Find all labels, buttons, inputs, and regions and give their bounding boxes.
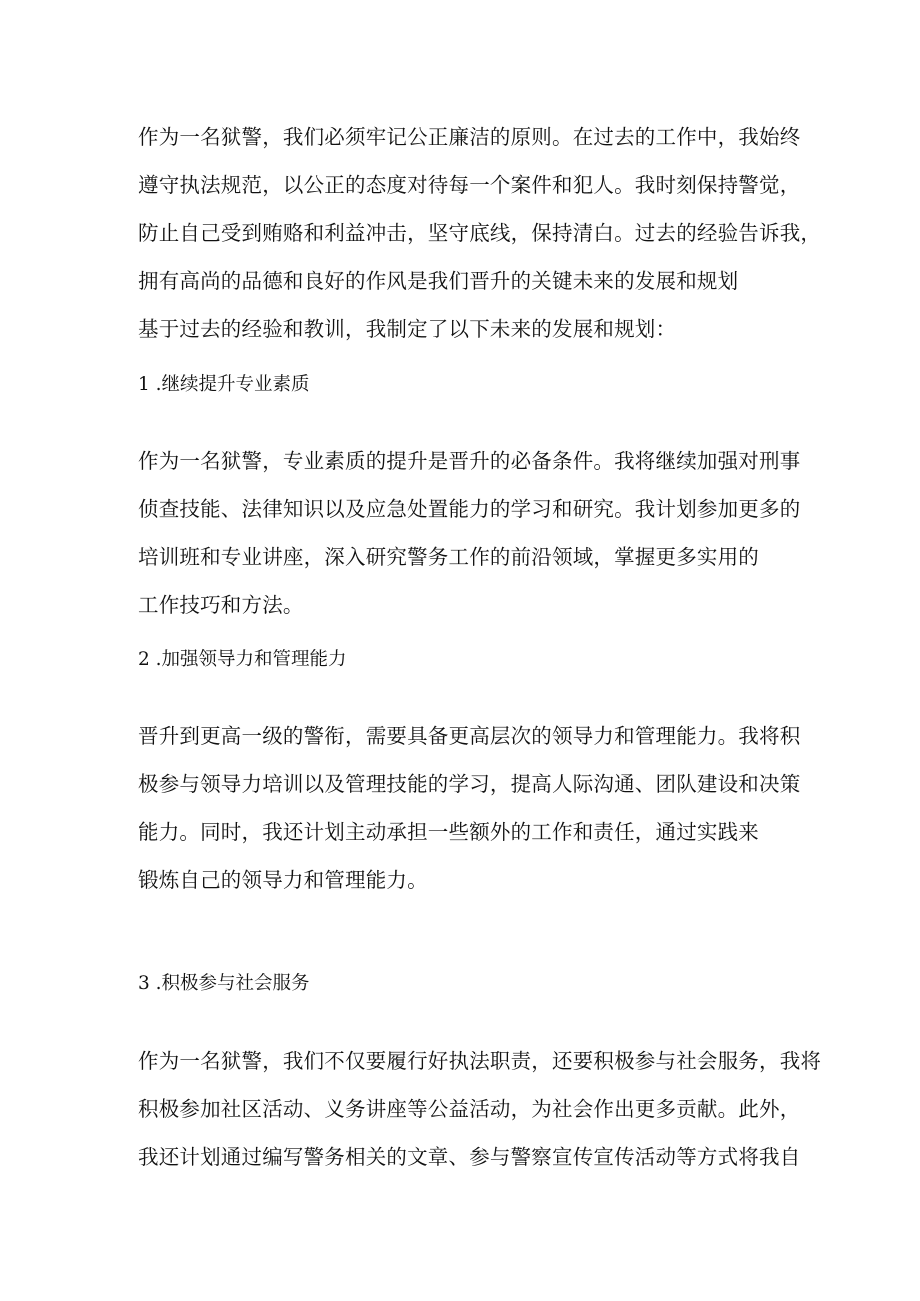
section-3-line-3: 我还计划通过编写警务相关的文章、参与警察宣传宣传活动等方式将我自 — [138, 1145, 801, 1169]
section-2-line-1: 晋升到更高一级的警衔，需要具备更高层次的领导力和管理能力。我将积 — [138, 724, 801, 748]
intro-line-4: 拥有高尚的品德和良好的作风是我们晋升的关键未来的发展和规划 — [138, 269, 739, 293]
section-2-heading: 2 .加强领导力和管理能力 — [138, 649, 347, 670]
section-1-line-3: 培训班和专业讲座，深入研究警务工作的前沿领域，掌握更多实用的 — [138, 545, 759, 569]
section-2-line-4: 锻炼自己的领导力和管理能力。 — [138, 868, 428, 892]
section-2-line-3: 能力。同时，我还计划主动承担一些额外的工作和责任，通过实践来 — [138, 820, 759, 844]
section-2-line-2: 极参与领导力培训以及管理技能的学习，提高人际沟通、团队建设和决策 — [138, 772, 801, 796]
intro-line-3: 防止自己受到贿赂和利益冲击，坚守底线，保持清白。过去的经验告诉我， — [138, 221, 822, 245]
section-1-heading: 1 .继续提升专业素质 — [138, 374, 310, 395]
section-1-line-1: 作为一名狱警，专业素质的提升是晋升的必备条件。我将继续加强对刑事 — [138, 449, 801, 473]
section-3-line-1: 作为一名狱警，我们不仅要履行好执法职责，还要积极参与社会服务，我将 — [138, 1049, 822, 1073]
section-1-line-4: 工作技巧和方法。 — [138, 593, 304, 617]
intro-line-5: 基于过去的经验和教训，我制定了以下未来的发展和规划： — [138, 317, 677, 341]
section-1-line-2: 侦查技能、法律知识以及应急处置能力的学习和研究。我计划参加更多的 — [138, 497, 801, 521]
section-3-line-2: 积极参加社区活动、义务讲座等公益活动，为社会作出更多贡献。此外， — [138, 1097, 801, 1121]
intro-line-2: 遵守执法规范，以公正的态度对待每一个案件和犯人。我时刻保持警觉， — [138, 173, 801, 197]
intro-line-1: 作为一名狱警，我们必须牢记公正廉洁的原则。在过去的工作中，我始终 — [138, 125, 801, 149]
section-3-heading: 3 .积极参与社会服务 — [138, 973, 310, 994]
